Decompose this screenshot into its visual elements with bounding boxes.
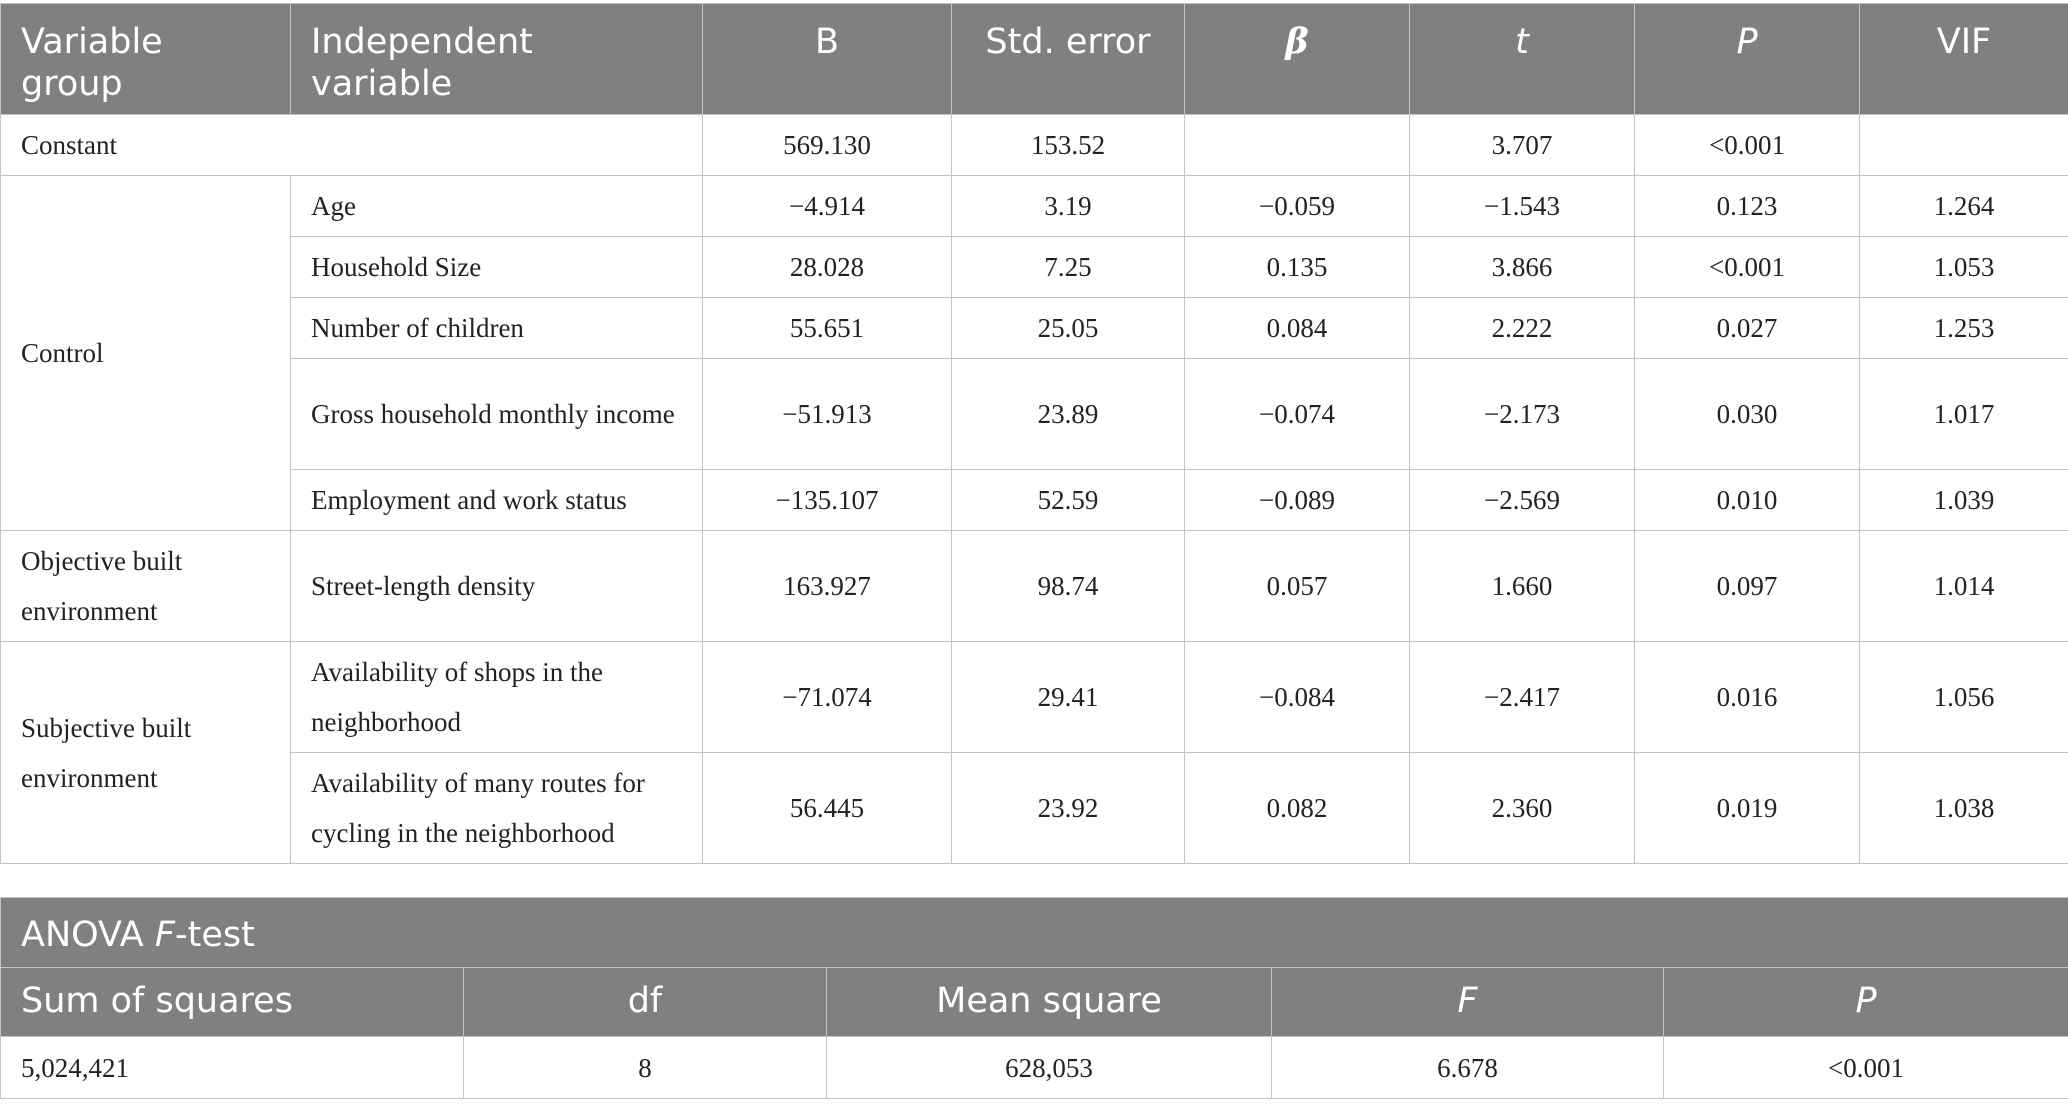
cell-vif [1860, 115, 2068, 176]
cell-p: 0.123 [1635, 176, 1860, 237]
header-p: P [1664, 968, 2068, 1037]
group-objective: Objective built environment [1, 531, 291, 642]
cell-t: −2.569 [1410, 470, 1635, 531]
cell-se: 25.05 [952, 298, 1185, 359]
group-control: Control [1, 176, 291, 531]
header-vif: VIF [1860, 4, 2068, 115]
cell-b: 56.445 [703, 753, 952, 864]
cell-t: 3.707 [1410, 115, 1635, 176]
cell-se: 153.52 [952, 115, 1185, 176]
cell-beta: −0.089 [1185, 470, 1410, 531]
cell-b: 569.130 [703, 115, 952, 176]
cell-vif: 1.038 [1860, 753, 2068, 864]
header-variable-group: Variable group [1, 4, 291, 115]
header-b: B [703, 4, 952, 115]
group-subjective: Subjective built environment [1, 642, 291, 864]
cell-variable: Availability of shops in the neighborhood [291, 642, 703, 753]
cell-beta: 0.057 [1185, 531, 1410, 642]
cell-variable: Age [291, 176, 703, 237]
header-independent-variable: Independent variable [291, 4, 703, 115]
cell-beta: 0.135 [1185, 237, 1410, 298]
header-sum-of-squares: Sum of squares [1, 968, 464, 1037]
anova-title-row [1, 898, 2068, 968]
constant-row [1, 115, 2068, 176]
cell-beta: 0.084 [1185, 298, 1410, 359]
cell-beta: 0.082 [1185, 753, 1410, 864]
cell-se: 23.89 [952, 359, 1185, 470]
cell-vif: 1.056 [1860, 642, 2068, 753]
table-row [1, 470, 2068, 531]
cell-variable: Household Size [291, 237, 703, 298]
header-df: df [464, 968, 827, 1037]
cell-beta: −0.059 [1185, 176, 1410, 237]
cell-se: 29.41 [952, 642, 1185, 753]
cell-se: 98.74 [952, 531, 1185, 642]
cell-vif: 1.039 [1860, 470, 2068, 531]
cell-se: 3.19 [952, 176, 1185, 237]
cell-b: 55.651 [703, 298, 952, 359]
table-row [1, 298, 2068, 359]
cell-p: 0.097 [1635, 531, 1860, 642]
cell-p: <0.001 [1635, 115, 1860, 176]
table-row [1, 642, 2068, 753]
cell-beta [1185, 115, 1410, 176]
cell-b: −51.913 [703, 359, 952, 470]
header-p: P [1635, 4, 1860, 115]
cell-t: 2.222 [1410, 298, 1635, 359]
cell-p: 0.019 [1635, 753, 1860, 864]
anova-table [0, 897, 2068, 1099]
cell-p: 0.010 [1635, 470, 1860, 531]
cell-df: 8 [464, 1037, 827, 1099]
cell-b: −135.107 [703, 470, 952, 531]
header-std-error: Std. error [952, 4, 1185, 115]
header-beta: β [1185, 4, 1410, 115]
cell-t: 2.360 [1410, 753, 1635, 864]
cell-se: 23.92 [952, 753, 1185, 864]
header-f: F [1272, 968, 1664, 1037]
cell-vif: 1.017 [1860, 359, 2068, 470]
cell-t: −2.417 [1410, 642, 1635, 753]
regression-header-row [1, 4, 2068, 115]
cell-se: 7.25 [952, 237, 1185, 298]
cell-t: 1.660 [1410, 531, 1635, 642]
cell-p: 0.016 [1635, 642, 1860, 753]
header-t: t [1410, 4, 1635, 115]
regression-table [0, 3, 2068, 864]
cell-b: −71.074 [703, 642, 952, 753]
cell-t: 3.866 [1410, 237, 1635, 298]
cell-vif: 1.264 [1860, 176, 2068, 237]
table-row [1, 176, 2068, 237]
anova-header-row [1, 968, 2068, 1037]
cell-p: 0.027 [1635, 298, 1860, 359]
cell-se: 52.59 [952, 470, 1185, 531]
cell-variable: Gross household monthly income [291, 359, 703, 470]
cell-beta: −0.074 [1185, 359, 1410, 470]
cell-vif: 1.253 [1860, 298, 2068, 359]
table-row [1, 753, 2068, 864]
cell-b: −4.914 [703, 176, 952, 237]
cell-variable: Employment and work status [291, 470, 703, 531]
constant-label: Constant [1, 115, 703, 176]
cell-mean-square: 628,053 [827, 1037, 1272, 1099]
cell-sum-of-squares: 5,024,421 [1, 1037, 464, 1099]
cell-f: 6.678 [1272, 1037, 1664, 1099]
table-row [1, 237, 2068, 298]
cell-p: <0.001 [1664, 1037, 2068, 1099]
cell-b: 28.028 [703, 237, 952, 298]
cell-variable: Street-length density [291, 531, 703, 642]
anova-title: ANOVA F-test [1, 898, 2068, 968]
cell-vif: 1.053 [1860, 237, 2068, 298]
header-mean-square: Mean square [827, 968, 1272, 1037]
cell-beta: −0.084 [1185, 642, 1410, 753]
cell-variable: Number of children [291, 298, 703, 359]
table-row [1, 1037, 2068, 1099]
cell-p: 0.030 [1635, 359, 1860, 470]
cell-b: 163.927 [703, 531, 952, 642]
cell-p: <0.001 [1635, 237, 1860, 298]
cell-t: −1.543 [1410, 176, 1635, 237]
cell-variable: Availability of many routes for cycling in the neighborhood [291, 753, 703, 864]
table-row [1, 531, 2068, 642]
cell-vif: 1.014 [1860, 531, 2068, 642]
cell-t: −2.173 [1410, 359, 1635, 470]
table-row [1, 359, 2068, 470]
